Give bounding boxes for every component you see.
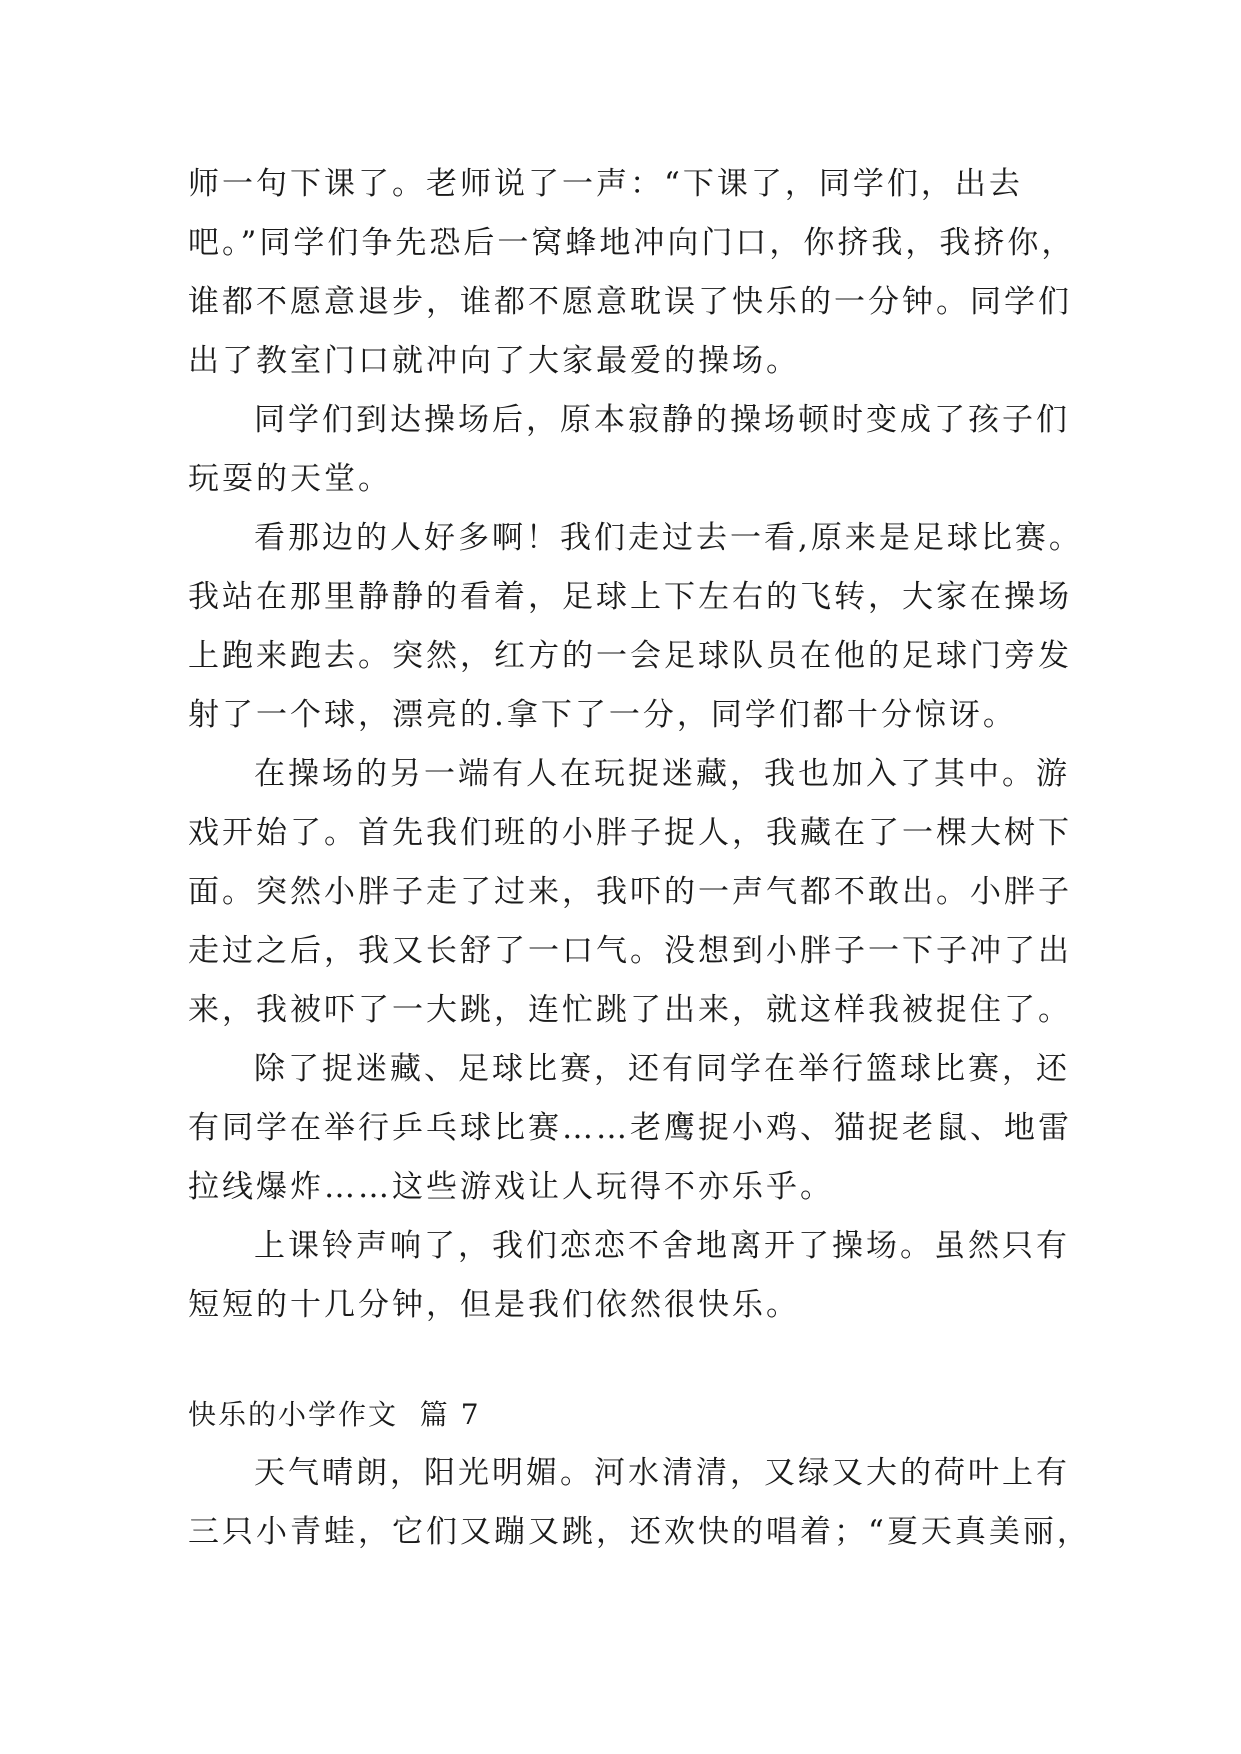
text-line: 除了捉迷藏、足球比赛，还有同学在举行篮球比赛，还 xyxy=(254,1051,1070,1087)
text-line: 拉线爆炸……这些游戏让人玩得不亦乐乎。 xyxy=(188,1169,834,1205)
paragraph xyxy=(188,155,1076,391)
text-line: 吧。”同学们争先恐后一窝蜂地冲向门口，你挤我，我挤你， xyxy=(188,225,1076,261)
text-line: 走过之后，我又长舒了一口气。没想到小胖子一下子冲了出 xyxy=(188,933,1072,969)
section-gap xyxy=(188,1335,1068,1385)
text-line: 同学们到达操场后，原本寂静的操场顿时变成了孩子们 xyxy=(254,402,1070,438)
text-line: 射了一个球，漂亮的.拿下了一分，同学们都十分惊讶。 xyxy=(188,697,1017,733)
text-line: 在操场的另一端有人在玩捉迷藏，我也加入了其中。游 xyxy=(254,756,1070,792)
paragraph xyxy=(188,1217,1068,1335)
text-line: 上课铃声响了，我们恋恋不舍地离开了操场。虽然只有 xyxy=(254,1228,1070,1264)
text-line: 有同学在举行乒乓球比赛……老鹰捉小鸡、猫捉老鼠、地雷 xyxy=(188,1110,1072,1146)
document-body xyxy=(188,155,1091,1562)
text-line: 天气晴朗，阳光明媚。河水清清，又绿又大的荷叶上有 xyxy=(254,1455,1070,1491)
text-line: 短短的十几分钟，但是我们依然很快乐。 xyxy=(188,1287,800,1323)
text-line: 三只小青蛙，它们又蹦又跳，还欢快的唱着；“夏天真美丽， xyxy=(188,1514,1091,1550)
text-line: 玩耍的天堂。 xyxy=(188,461,392,497)
paragraph xyxy=(188,1444,1091,1562)
paragraph xyxy=(188,745,1072,1040)
text-line: 来，我被吓了一大跳，连忙跳了出来，就这样我被捉住了。 xyxy=(188,992,1072,1028)
text-line: 戏开始了。首先我们班的小胖子捉人，我藏在了一棵大树下 xyxy=(188,815,1072,851)
text-line: 我站在那里静静的看着，足球上下左右的飞转，大家在操场 xyxy=(188,579,1072,615)
text-line: 上跑来跑去。突然，红方的一会足球队员在他的足球门旁发 xyxy=(188,638,1072,674)
section-heading: 快乐的小学作文 篇 7 xyxy=(188,1398,481,1431)
text-line: 看那边的人好多啊！我们走过去一看,原来是足球比赛。 xyxy=(254,520,1083,556)
text-line: 面。突然小胖子走了过来，我吓的一声气都不敢出。小胖子 xyxy=(188,874,1072,910)
text-line: 谁都不愿意退步，谁都不愿意耽误了快乐的一分钟。同学们 xyxy=(188,284,1072,320)
text-line: 师一句下课了。老师说了一声：“下课了，同学们，出去 xyxy=(188,166,1023,202)
text-line: 出了教室门口就冲向了大家最爱的操场。 xyxy=(188,343,800,379)
paragraph xyxy=(188,391,1068,509)
paragraph xyxy=(188,1040,1072,1217)
paragraph xyxy=(188,509,1083,745)
